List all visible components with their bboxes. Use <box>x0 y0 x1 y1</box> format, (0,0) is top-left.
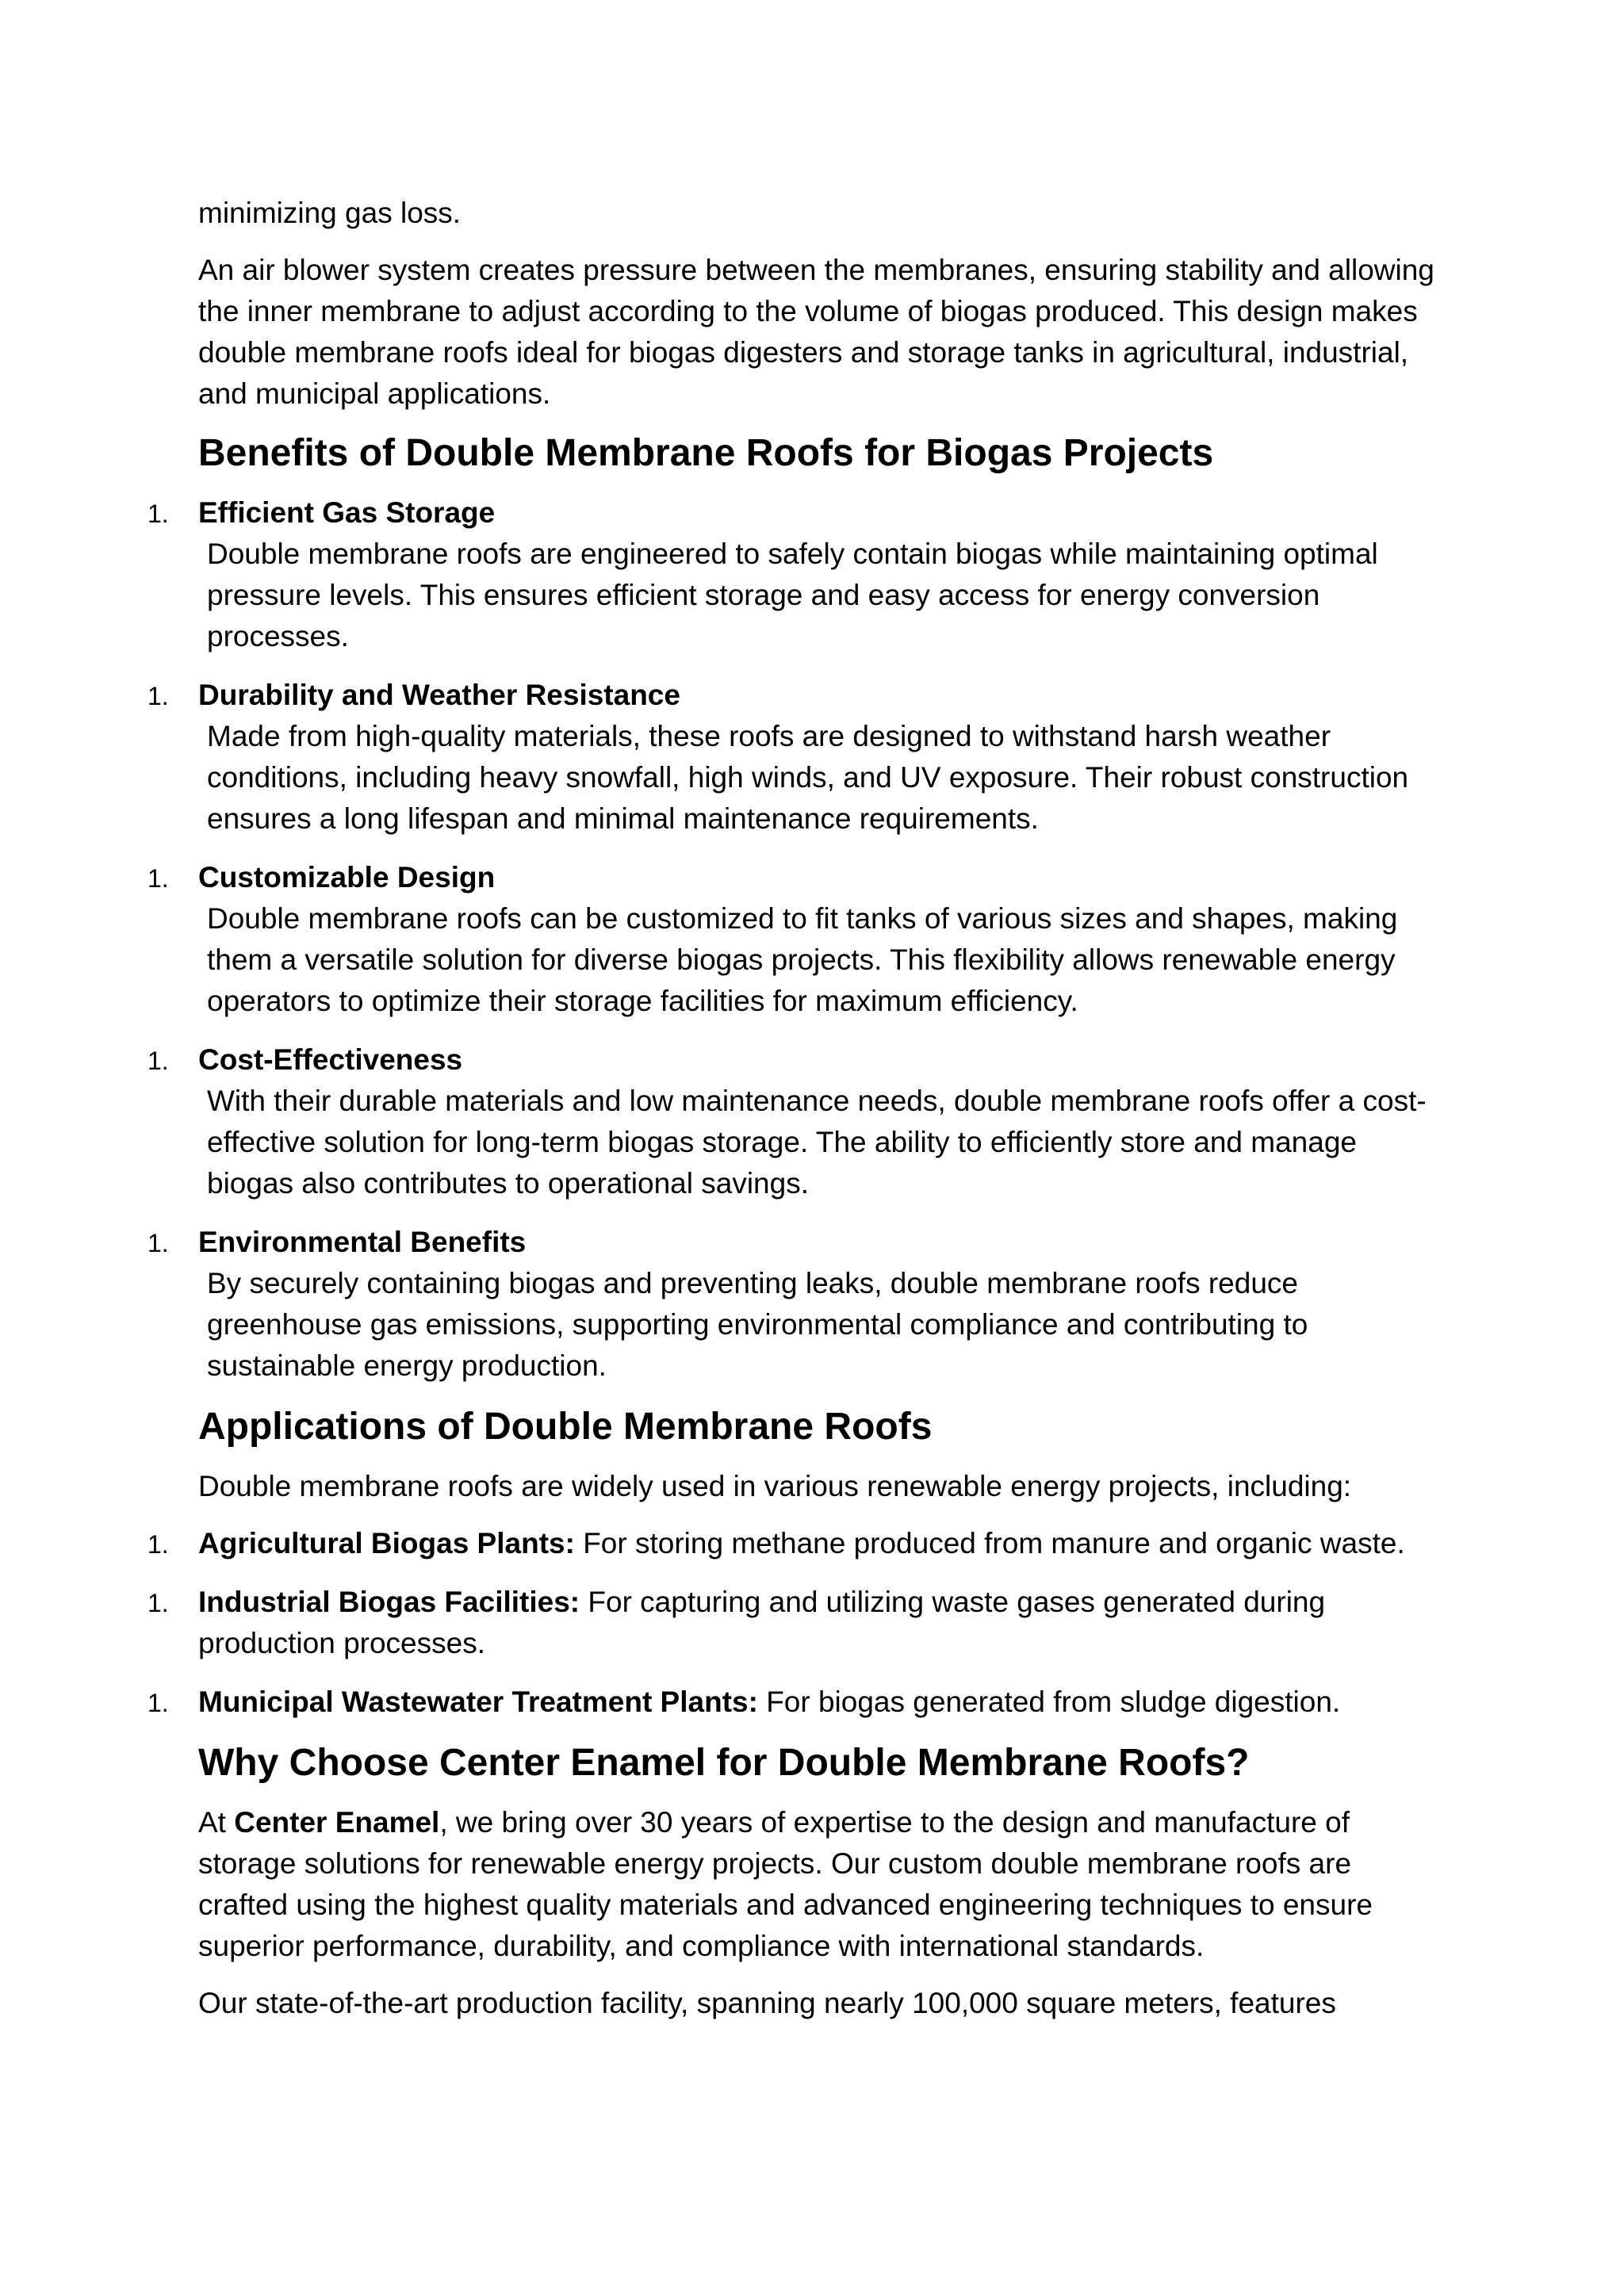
benefit-item <box>147 492 1442 657</box>
list-marker: 1. <box>147 1047 169 1075</box>
why-p1-prefix: At <box>198 1806 235 1839</box>
application-text: For capturing and utilizing waste gases generated during production processes. <box>198 1586 1326 1659</box>
application-text: For biogas generated from sludge digestion. <box>757 1686 1341 1718</box>
applications-heading: Applications of Double Membrane Roofs <box>198 1406 933 1448</box>
benefit-body: Made from high-quality materials, these roofs are designed to withstand harsh weather conditions, including heavy snowfall, high winds, and UV exposure. Their robust construction ensures a long lifespan and minimal maintenance requirements. <box>207 720 1409 835</box>
list-marker: 1. <box>147 1530 169 1559</box>
why-p1-rest: , we bring over 30 years of expertise to the design and manufacture of storage solutions for renewable energy projects. Our custom double membrane roofs are crafted using the highest quality materials and advanced engineering techniques to ensure superior performance, durability, and compliance with international standards. <box>198 1806 1373 1962</box>
benefit-body: With their durable materials and low maintenance needs, double membrane roofs offer a cost-effective solution for long-term biogas storage. The ability to efficiently store and manage biogas also contributes to operational savings. <box>207 1085 1427 1200</box>
list-marker: 1. <box>147 499 169 528</box>
benefit-title: Environmental Benefits <box>198 1226 527 1258</box>
benefit-body: Double membrane roofs are engineered to safely contain biogas while maintaining optimal pressure levels. This ensures efficient storage and easy access for energy conversion processes. <box>207 538 1378 652</box>
why-heading: Why Choose Center Enamel for Double Membrane Roofs? <box>198 1742 1250 1784</box>
application-label: Municipal Wastewater Treatment Plants: <box>198 1686 758 1718</box>
benefit-item <box>147 675 1442 840</box>
benefit-item <box>147 1222 1442 1387</box>
application-item <box>147 1523 1442 1564</box>
list-marker: 1. <box>147 1589 169 1617</box>
application-label: Industrial Biogas Facilities: <box>198 1586 580 1618</box>
intro-paragraph: An air blower system creates pressure between the membranes, ensuring stability and allowing the inner membrane to adjust according to the volume of biogas produced. This design makes double membrane roofs ideal for biogas digesters and storage tanks in agricultural, industrial, and municipal applications. <box>198 254 1434 410</box>
application-text: For storing methane produced from manure and organic waste. <box>574 1527 1405 1559</box>
brand-name: Center Enamel <box>234 1806 440 1839</box>
benefit-item <box>147 1039 1442 1204</box>
benefit-item <box>147 857 1442 1022</box>
benefit-body: By securely containing biogas and preventing leaks, double membrane roofs reduce greenhouse gas emissions, supporting environmental compliance and contributing to sustainable energy production. <box>207 1267 1308 1382</box>
list-marker: 1. <box>147 682 169 710</box>
benefit-title: Customizable Design <box>198 861 496 894</box>
application-label: Agricultural Biogas Plants: <box>198 1527 575 1559</box>
benefits-list <box>147 492 1442 1387</box>
intro-fragment: minimizing gas loss. <box>198 197 462 229</box>
why-paragraph-2: Our state-of-the-art production facility, spanning nearly 100,000 square meters, features <box>198 1987 1336 2019</box>
application-item <box>147 1682 1442 1723</box>
list-marker: 1. <box>147 1229 169 1257</box>
applications-intro: Double membrane roofs are widely used in various renewable energy projects, including: <box>198 1470 1352 1502</box>
list-marker: 1. <box>147 864 169 893</box>
benefit-title: Efficient Gas Storage <box>198 496 496 529</box>
list-marker: 1. <box>147 1689 169 1717</box>
benefit-title: Durability and Weather Resistance <box>198 679 680 711</box>
benefit-body: Double membrane roofs can be customized to fit tanks of various sizes and shapes, making them a versatile solution for diverse biogas projects. This flexibility allows renewable energy operators to optimize their storage facilities for maximum efficiency. <box>207 902 1398 1017</box>
application-item <box>147 1582 1442 1664</box>
benefit-title: Cost-Effectiveness <box>198 1043 463 1076</box>
why-paragraph-1 <box>198 1802 1442 1967</box>
applications-list <box>147 1523 1442 1723</box>
benefits-heading: Benefits of Double Membrane Roofs for Biogas Projects <box>198 432 1214 474</box>
